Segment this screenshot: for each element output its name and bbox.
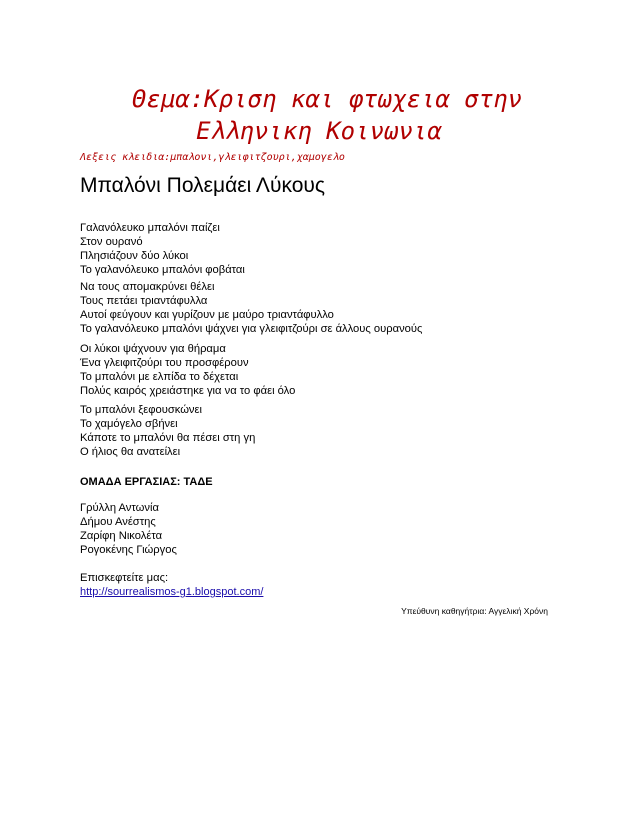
blog-link[interactable]: http://sourrealismos-g1.blogspot.com/ [80,586,264,598]
team-heading: ΟΜΑΔΑ ΕΡΓΑΣΙΑΣ: ΤΑΔΕ [80,476,213,488]
poem-line: Ένα γλειφιτζούρι του προσφέρουν [80,357,249,369]
poem-line: Το χαμόγελο σβήνει [80,418,178,430]
team-member: Δήμου Ανέστης [80,516,156,528]
team-members-list [80,501,177,557]
poem-line: Γαλανόλευκο μπαλόνι παίζει [80,222,220,234]
poem-stanza-1 [80,221,245,277]
poem-line: Στον ουρανό [80,236,143,248]
team-member: Γρύλλη Αντωνία [80,502,159,514]
poem-line: Να τους απομακρύνει θέλει [80,281,215,293]
poem-line: Το γαλανόλευκο μπαλόνι φοβάται [80,264,245,276]
teacher-credit: Υπεύθυνη καθηγήτρια: Αγγελική Χρόνη [401,606,548,616]
poem-stanza-2 [80,280,422,336]
poem-line: Πλησιάζουν δύο λύκοι [80,250,189,262]
document-title-line-1: Θεμα:Κριση και φτωχεια στην [131,85,523,113]
poem-line: Το μπαλόνι ξεφουσκώνει [80,404,202,416]
poem-line: Τους πετάει τριαντάφυλλα [80,295,208,307]
visit-label: Επισκεφτείτε μας: [80,572,169,584]
poem-title: Μπαλόνι Πολεμάει Λύκους [80,174,325,197]
poem-line: Πολύς καιρός χρειάστηκε για να το φάει όλο [80,385,296,397]
poem-line: Αυτοί φεύγουν και γυρίζουν με μαύρο τριαντάφυλλο [80,309,334,321]
poem-stanza-4 [80,403,255,459]
document-title-line-2: Ελληνικη Κοινωνια [196,117,442,145]
poem-line: Το μπαλόνι με ελπίδα το δέχεται [80,371,239,383]
team-member: Ζαρίφη Νικολέτα [80,530,163,542]
poem-line: Το γαλανόλευκο μπαλόνι ψάχνει για γλειφιτζούρι σε άλλους ουρανούς [80,323,423,335]
keywords-line: Λεξεις κλειδια:μπαλονι,γλειφιτζουρι,χαμογελο [80,152,345,163]
poem-line: Ο ήλιος θα ανατείλει [80,446,181,458]
poem-line: Κάποτε το μπαλόνι θα πέσει στη γη [80,432,256,444]
poem-line: Οι λύκοι ψάχνουν για θήραμα [80,343,226,355]
poem-stanza-3 [80,342,295,398]
team-member: Ρογοκένης Γιώργος [80,544,177,556]
